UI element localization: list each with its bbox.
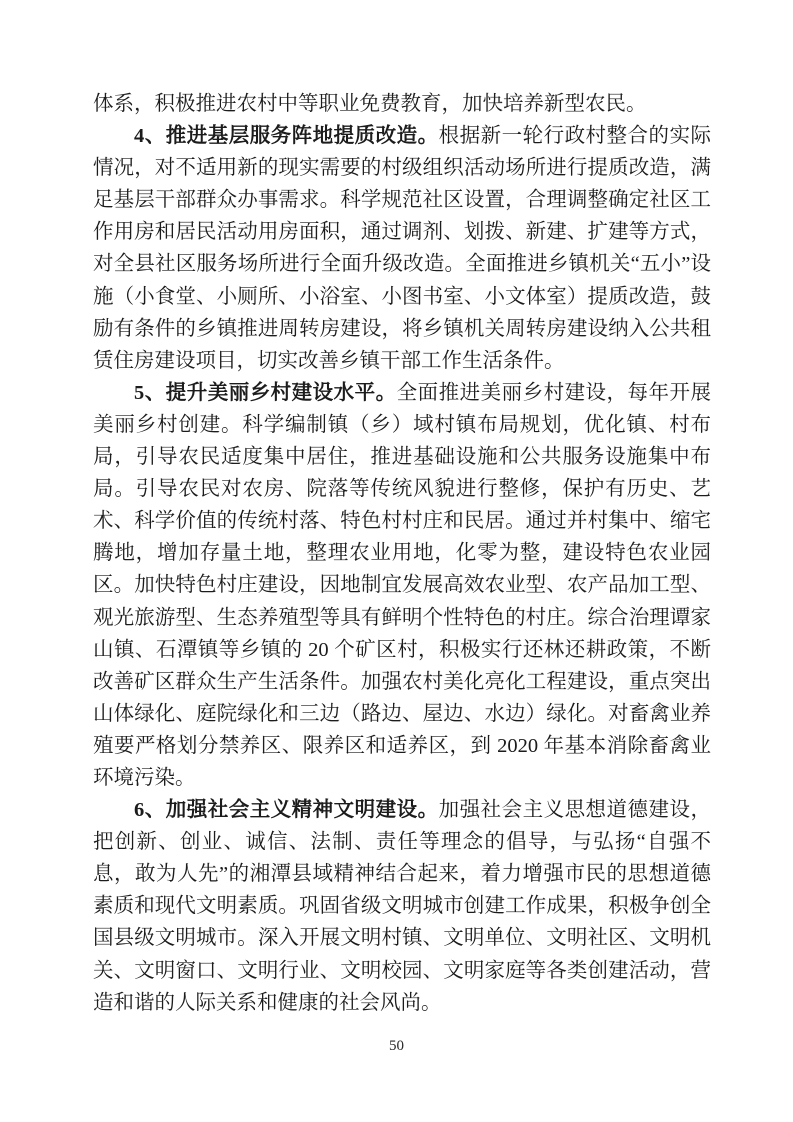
paragraph-text: 加强社会主义思想道德建设，把创新、创业、诚信、法制、责任等理念的倡导，与弘扬“自强不息，敢为人先”的湘潭县域精神结合起来，着力增强市民的思想道德素质和现代文明素质。巩固省级文明城市创建工作成果，积极争创全国县级文明城市。深入开展文明村镇、文明单位、文明社区、文明机关、文明窗口、文明行业、文明校园、文明家庭等各类创建活动，营造和谐的人际关系和健康的社会风尚。 [93,799,712,1014]
document-body [93,88,711,1019]
paragraph-text: 根据新一轮行政村整合的实际情况，对不适用新的现实需要的村级组织活动场所进行提质改造，满足基层干部群众办事需求。科学规范社区设置，合理调整确定社区工作用房和居民活动用房面积，通过调剂、划拨、新建、扩建等方式，对全县社区服务场所进行全面升级改造。全面推进乡镇机关“五小”设施（小食堂、小厕所、小浴室、小图书室、小文体室）提质改造，鼓励有条件的乡镇推进周转房建设，将乡镇机关周转房建设纳入公共租赁住房建设项目，切实改善乡镇干部工作生活条件。 [93,125,712,372]
paragraph-item-4 [93,120,711,377]
paragraph-lead: 4、推进基层服务阵地提质改造。 [134,125,439,148]
paragraph-item-5 [93,377,711,794]
paragraph-lead: 6、加强社会主义精神文明建设。 [134,799,439,822]
paragraph-text: 体系，积极推进农村中等职业免费教育，加快培养新型农民。 [93,93,647,115]
paragraph-item-6 [93,794,711,1019]
paragraph-continuation [93,88,711,120]
page-number: 50 [389,1038,404,1054]
paragraph-lead: 5、提升美丽乡村建设水平。 [134,381,397,404]
paragraph-text: 全面推进美丽乡村建设，每年开展美丽乡村创建。科学编制镇（乡）域村镇布局规划，优化镇、村布局，引导农民适度集中居住，推进基础设施和公共服务设施集中布局。引导农民对农房、院落等传统风貌进行整修，保护有历史、艺术、科学价值的传统村落、特色村村庄和民居。通过并村集中、缩宅腾地，增加存量土地，整理农业用地，化零为整，建设特色农业园区。加快特色村庄建设，因地制宜发展高效农业型、农产品加工型、观光旅游型、生态养殖型等具有鲜明个性特色的村庄。综合治理谭家山镇、石潭镇等乡镇的 20 个矿区村，积极实行还林还耕政策，不断改善矿区群众生产生活条件。加强农村美化亮化工程建设，重点突出山体绿化、庭院绿化和三边（路边、屋边、水边）绿化。对畜禽业养殖要严格划分禁养区、限养区和适养区，到 2020 年基本消除畜禽业环境污染。 [93,381,712,789]
